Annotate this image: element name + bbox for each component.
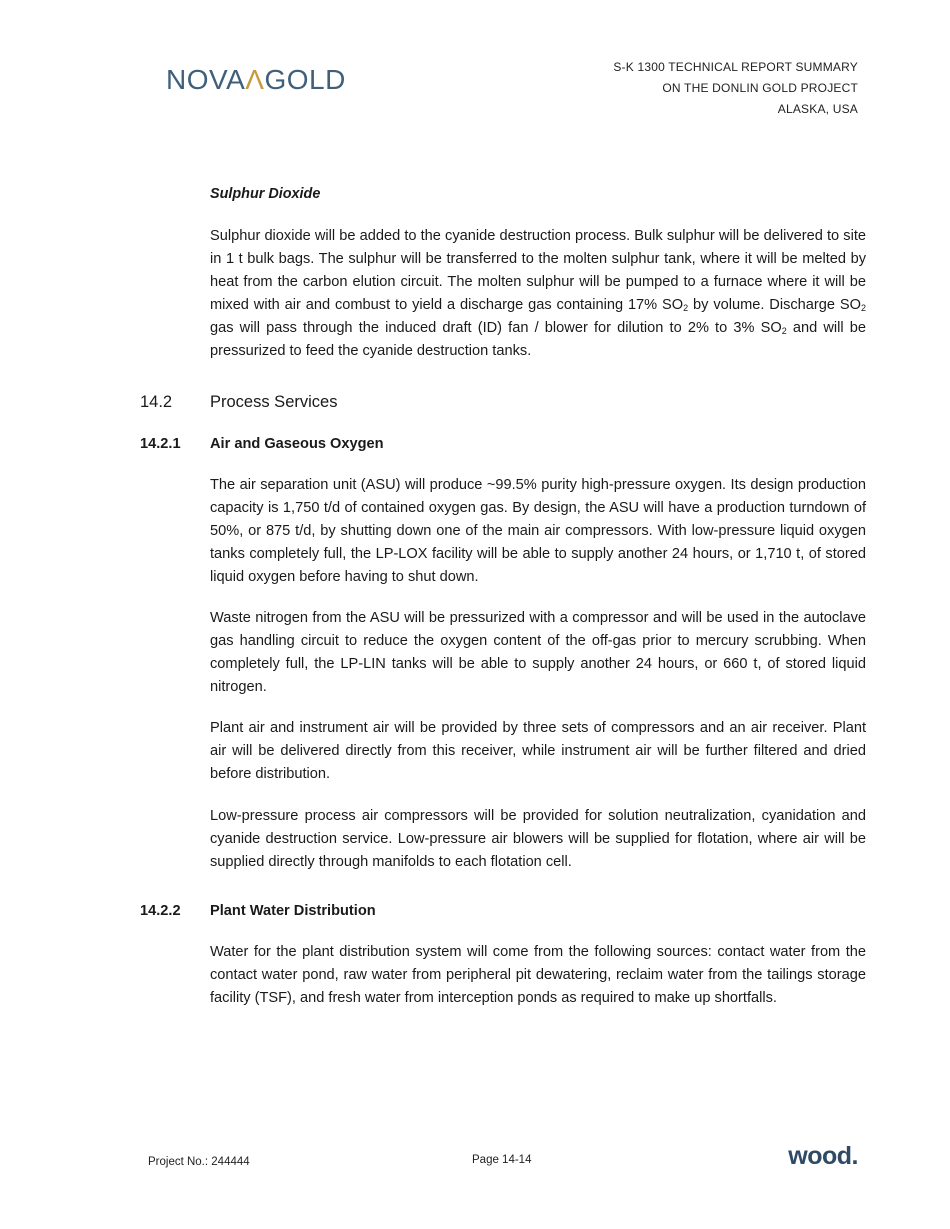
novagold-logo: NOVAΛGOLD — [166, 64, 346, 95]
project-number: Project No.: 244444 — [148, 1156, 250, 1168]
air-oxygen-paragraph-1: The air separation unit (ASU) will produce ~99.5% purity high-pressure oxygen. Its design production capacity is 1,750 t/d of contained oxygen gas. By design, the ASU will have a production turndown of 50%, or 875 t/d, by shutting down one of the main air compressors. With low-pressure liquid oxygen tanks completely full, the LP-LOX facility will be able to supply another 24 hours, or 1,710 t, of stored liquid oxygen before having to shut down. — [210, 477, 866, 585]
report-title-line3: ALASKA, USA — [777, 102, 858, 116]
air-oxygen-paragraph-4: Low-pressure process air compressors will be provided for solution neutralization, cyanidation and cyanide destruction service. Low-pressure air blowers will be supplied for flotation, where air will be supplied directly through manifolds to each flotation cell. — [210, 808, 866, 870]
logo-accent: Λ — [245, 64, 265, 95]
section-title-14-2-1: Air and Gaseous Oxygen — [210, 436, 384, 452]
air-oxygen-paragraph-3: Plant air and instrument air will be provided by three sets of compressors and an air receiver. Plant air will be delivered directly from this receiver, while instrument air will be further filtered and dried before distribution. — [210, 720, 866, 782]
section-number-14-2: 14.2 — [140, 393, 173, 411]
sulphur-dioxide-heading: Sulphur Dioxide — [210, 186, 321, 202]
air-oxygen-paragraph-2: Waste nitrogen from the ASU will be pressurized with a compressor and will be used in the autoclave gas handling circuit to reduce the oxygen content of the off-gas prior to mercury scrubbing. When completely full, the LP-LIN tanks will be able to supply another 24 hours, or 660 t, of stored liquid nitrogen. — [210, 610, 866, 695]
report-title-line2: ON THE DONLIN GOLD PROJECT — [662, 81, 858, 95]
section-number-14-2-1: 14.2.1 — [140, 436, 181, 452]
section-title-14-2: Process Services — [210, 393, 338, 411]
wood-logo: wood. — [788, 1142, 858, 1170]
section-number-14-2-2: 14.2.2 — [140, 903, 181, 919]
section-title-14-2-2: Plant Water Distribution — [210, 903, 376, 919]
page-number: Page 14-14 — [472, 1154, 532, 1166]
report-title-line1: S-K 1300 TECHNICAL REPORT SUMMARY — [613, 60, 858, 74]
sulphur-dioxide-paragraph: Sulphur dioxide will be added to the cyanide destruction process. Bulk sulphur will be delivered to site in 1 t bulk bags. The sulphur will be transferred to the molten sulphur tank, where it will be melted by heat from the carbon elution circuit. The molten sulphur will be pumped to a furnace where it will be mixed with air and combust to yield a discharge gas containing 17% $SO_2$ by volume. Discharge $SO_2$ gas will pass through the induced draft (ID) fan / blower for dilution to 2% to 3% $SO_2$ and will be pressurized to feed the cyanide destruction tanks. — [210, 228, 866, 359]
water-distribution-paragraph: Water for the plant distribution system will come from the following sources: contact water from the contact water pond, raw water from peripheral pit dewatering, reclaim water from the tailings storage facility (TSF), and fresh water from interception ponds as required to make up shortfalls. — [210, 944, 866, 1006]
